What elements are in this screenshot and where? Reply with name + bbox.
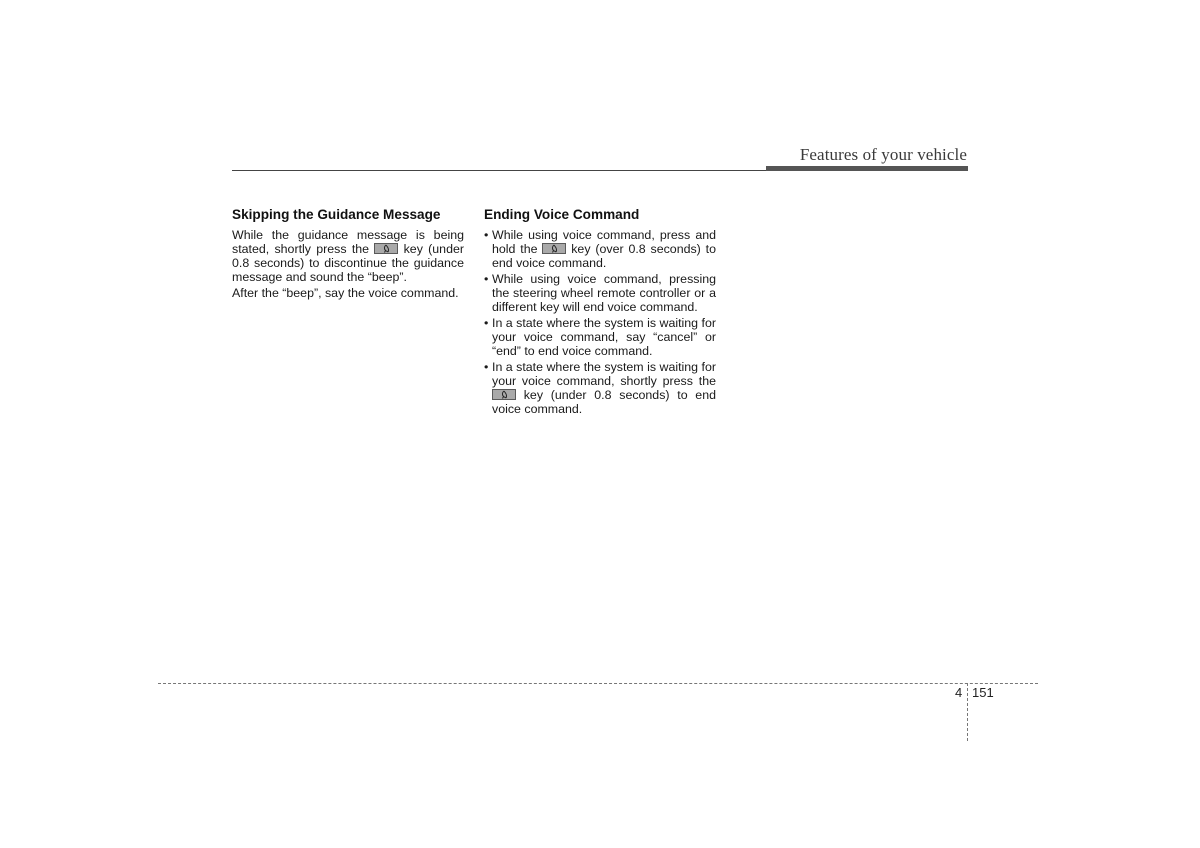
paragraph-text-start: While the guidance message is being stated, shortly press the [232, 228, 464, 256]
list-item-text: In a state where the system is waiting for your voice command, say “cancel” or “end” to end voice command. [492, 316, 716, 358]
list-item-text: While using voice command, pressing the steering wheel remote controller or a different key will end voice command. [492, 272, 716, 314]
paragraph-text-end: key (under 0.8 seconds) to discontinue the guidance message and sound the “beep”. [232, 242, 464, 284]
list-item-text-end: key (over 0.8 seconds) to end voice command. [492, 242, 716, 270]
list-item-text-start: While using voice command, press and hold the [492, 228, 716, 256]
list-item [484, 360, 716, 416]
bullet-marker: • [484, 272, 489, 286]
after-beep-paragraph: After the “beep”, say the voice command. [232, 286, 459, 300]
footer-dashed-rule [158, 683, 1038, 684]
list-item [484, 272, 716, 314]
ending-voice-command-heading: Ending Voice Command [484, 207, 640, 222]
list-item [484, 316, 716, 358]
ending-voice-command-section [484, 207, 716, 418]
chapter-number: 4 [955, 685, 963, 700]
voice-talk-key-icon [492, 389, 516, 400]
list-item-text-start: In a state where the system is waiting for your voice command, shortly press the [492, 360, 716, 388]
skipping-guidance-heading: Skipping the Guidance Message [232, 207, 441, 222]
list-item [484, 228, 716, 270]
bullet-marker: • [484, 316, 489, 330]
ending-voice-command-list [484, 228, 716, 416]
list-item-text-end: key (under 0.8 seconds) to end voice command. [492, 388, 716, 416]
skipping-guidance-paragraph [232, 228, 464, 284]
voice-talk-key-icon [374, 243, 398, 254]
bullet-marker: • [484, 360, 489, 374]
header-tab-bar [766, 166, 968, 171]
skipping-guidance-section [232, 207, 464, 302]
page-number: 151 [972, 685, 994, 700]
footer-divider [967, 683, 968, 741]
voice-talk-key-icon [542, 243, 566, 254]
section-title: Features of your vehicle [799, 145, 967, 164]
bullet-marker: • [484, 228, 489, 242]
